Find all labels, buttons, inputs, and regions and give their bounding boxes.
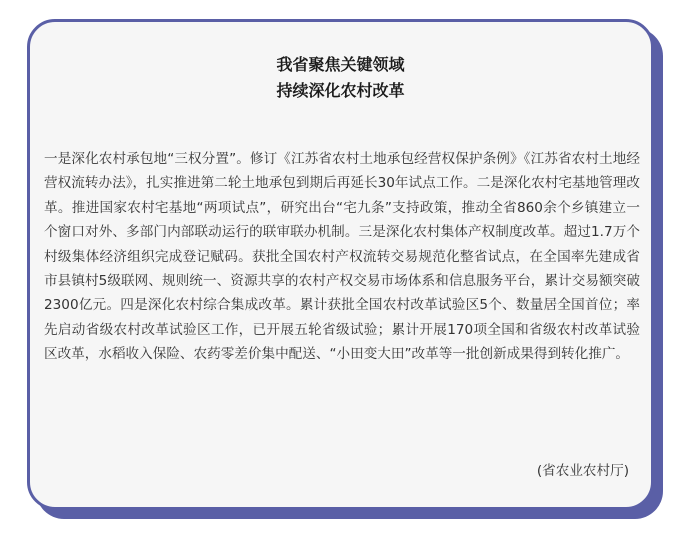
article-card bbox=[27, 19, 654, 510]
title-line-2: 持续深化农村改革 bbox=[276, 81, 405, 100]
title-line-1: 我省聚焦关键领域 bbox=[276, 55, 405, 74]
article-body: 一是深化农村承包地“三权分置”。修订《江苏省农村土地承包经营权保护条例》《江苏省农村土地经营权流转办法》，扎实推进第二轮土地承包到期后再延长30年试点工作。二是深化农村宅基地管理改革。推进国家农村宅基地“两项试点”，研究出台“宅九条”支持政策，推动全省860余个乡镇建立一个窗口对外、多部门内部联动运行的联审联办机制。三是深化农村集体产权制度改革。超过1.7万个村级集体经济组织完成登记赋码。获批全国农村产权流转交易规范化整省试点，在全国率先建成省市县镇村5级联网、规则统一、资源共享的农村产权交易市场体系和信息服务平台，累计交易额突破2300亿元。四是深化农村综合集成改革。累计获批全国农村改革试验区5个、数量居全国首位；率先启动省级农村改革试验区工作，已开展五轮省级试验；累计开展170项全国和省级农村改革试验区改革，水稻收入保险、农药零差价集中配送、“小田变大田”改革等一批创新成果得到转化推广。 bbox=[44, 151, 640, 363]
article-title bbox=[30, 52, 651, 104]
article-source: (省农业农村厅) bbox=[536, 463, 629, 479]
